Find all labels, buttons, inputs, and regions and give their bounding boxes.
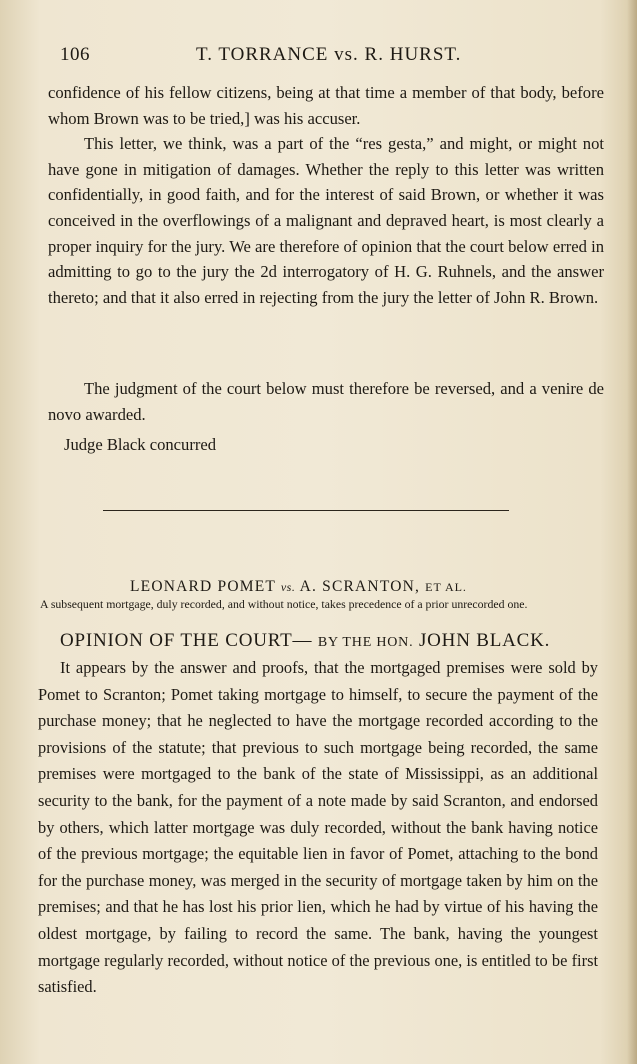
headnote: A subsequent mortgage, duly recorded, and without notice, takes precedence of a prior unrecorded one. [40,597,528,611]
case-party-defendant: A. SCRANTON, [299,578,421,595]
paragraph-res-gesta: This letter, we think, was a part of the “res gesta,” and might, or might not have gone in mitigation of damages. Whether the reply to this letter was written confidentially, in good faith, and for the interest of said Brown, or whether it was conceived in the overflowings of a malignant and depraved heart, is most clearly a proper inquiry for the jury. We are therefore of opinion that the court below erred in admitting to go to the jury the 2d interrogatory of H. G. Ruhnels, and the answer thereto; and that it also erred in rejecting from the jury the letter of John R. Brown. [48,134,604,307]
concurrence-line: Judge Black concurred [64,435,217,454]
section-divider [103,510,509,511]
torrance-opinion-text [48,80,604,310]
opinion-heading [60,630,550,652]
page-edge-shadow [627,0,637,1064]
running-head [56,40,585,70]
paragraph-mortgage-facts: It appears by the answer and proofs, that the mortgaged premises were sold by Pomet to Scranton; Pomet taking mortgage to himself, to secure the payment of the purchase money; that he neglected to have the mortgage recorded according to the provisions of the statute; that previous to such mortgage being recorded, the same premises were mortgaged to the bank of the state of Mississippi, as an additional security to the bank, for the payment of a note made by said Scranton, and endorsed by others, which latter mortgage was duly recorded, without the bank having notice of the previous mortgage; the equitable lien in favor of Pomet, attaching to the bond for the purchase money, was merged in the security of mortgage taken by him on the premises; and that he has lost his prior lien, which he had by virtue of his having the oldest mortgage, by failing to record the same. The bank, having the youngest mortgage regularly recorded, without notice of the previous one, is entitled to be first satisfied. [38,658,598,997]
case-party-plaintiff: LEONARD POMET [130,578,276,595]
torrance-judgment [48,376,604,427]
case-title [130,578,467,596]
paragraph-continuation: confidence of his fellow citizens, being at that time a member of that body, before whom Brown was to be tried,] was his accuser. [48,83,604,128]
pomet-opinion-text [38,655,598,1001]
paragraph-judgment: The judgment of the court below must therefore be reversed, and a venire de novo awarded. [48,379,604,424]
page-number: 106 [60,44,90,65]
case-et-al: ET AL. [425,580,467,594]
case-versus: vs. [280,580,296,594]
opinion-heading-by: BY THE HON. [317,635,414,650]
opinion-heading-main: OPINION OF THE COURT— [60,630,313,651]
running-title: T. TORRANCE vs. R. HURST. [196,44,462,65]
opinion-heading-judge: JOHN BLACK. [418,630,551,651]
